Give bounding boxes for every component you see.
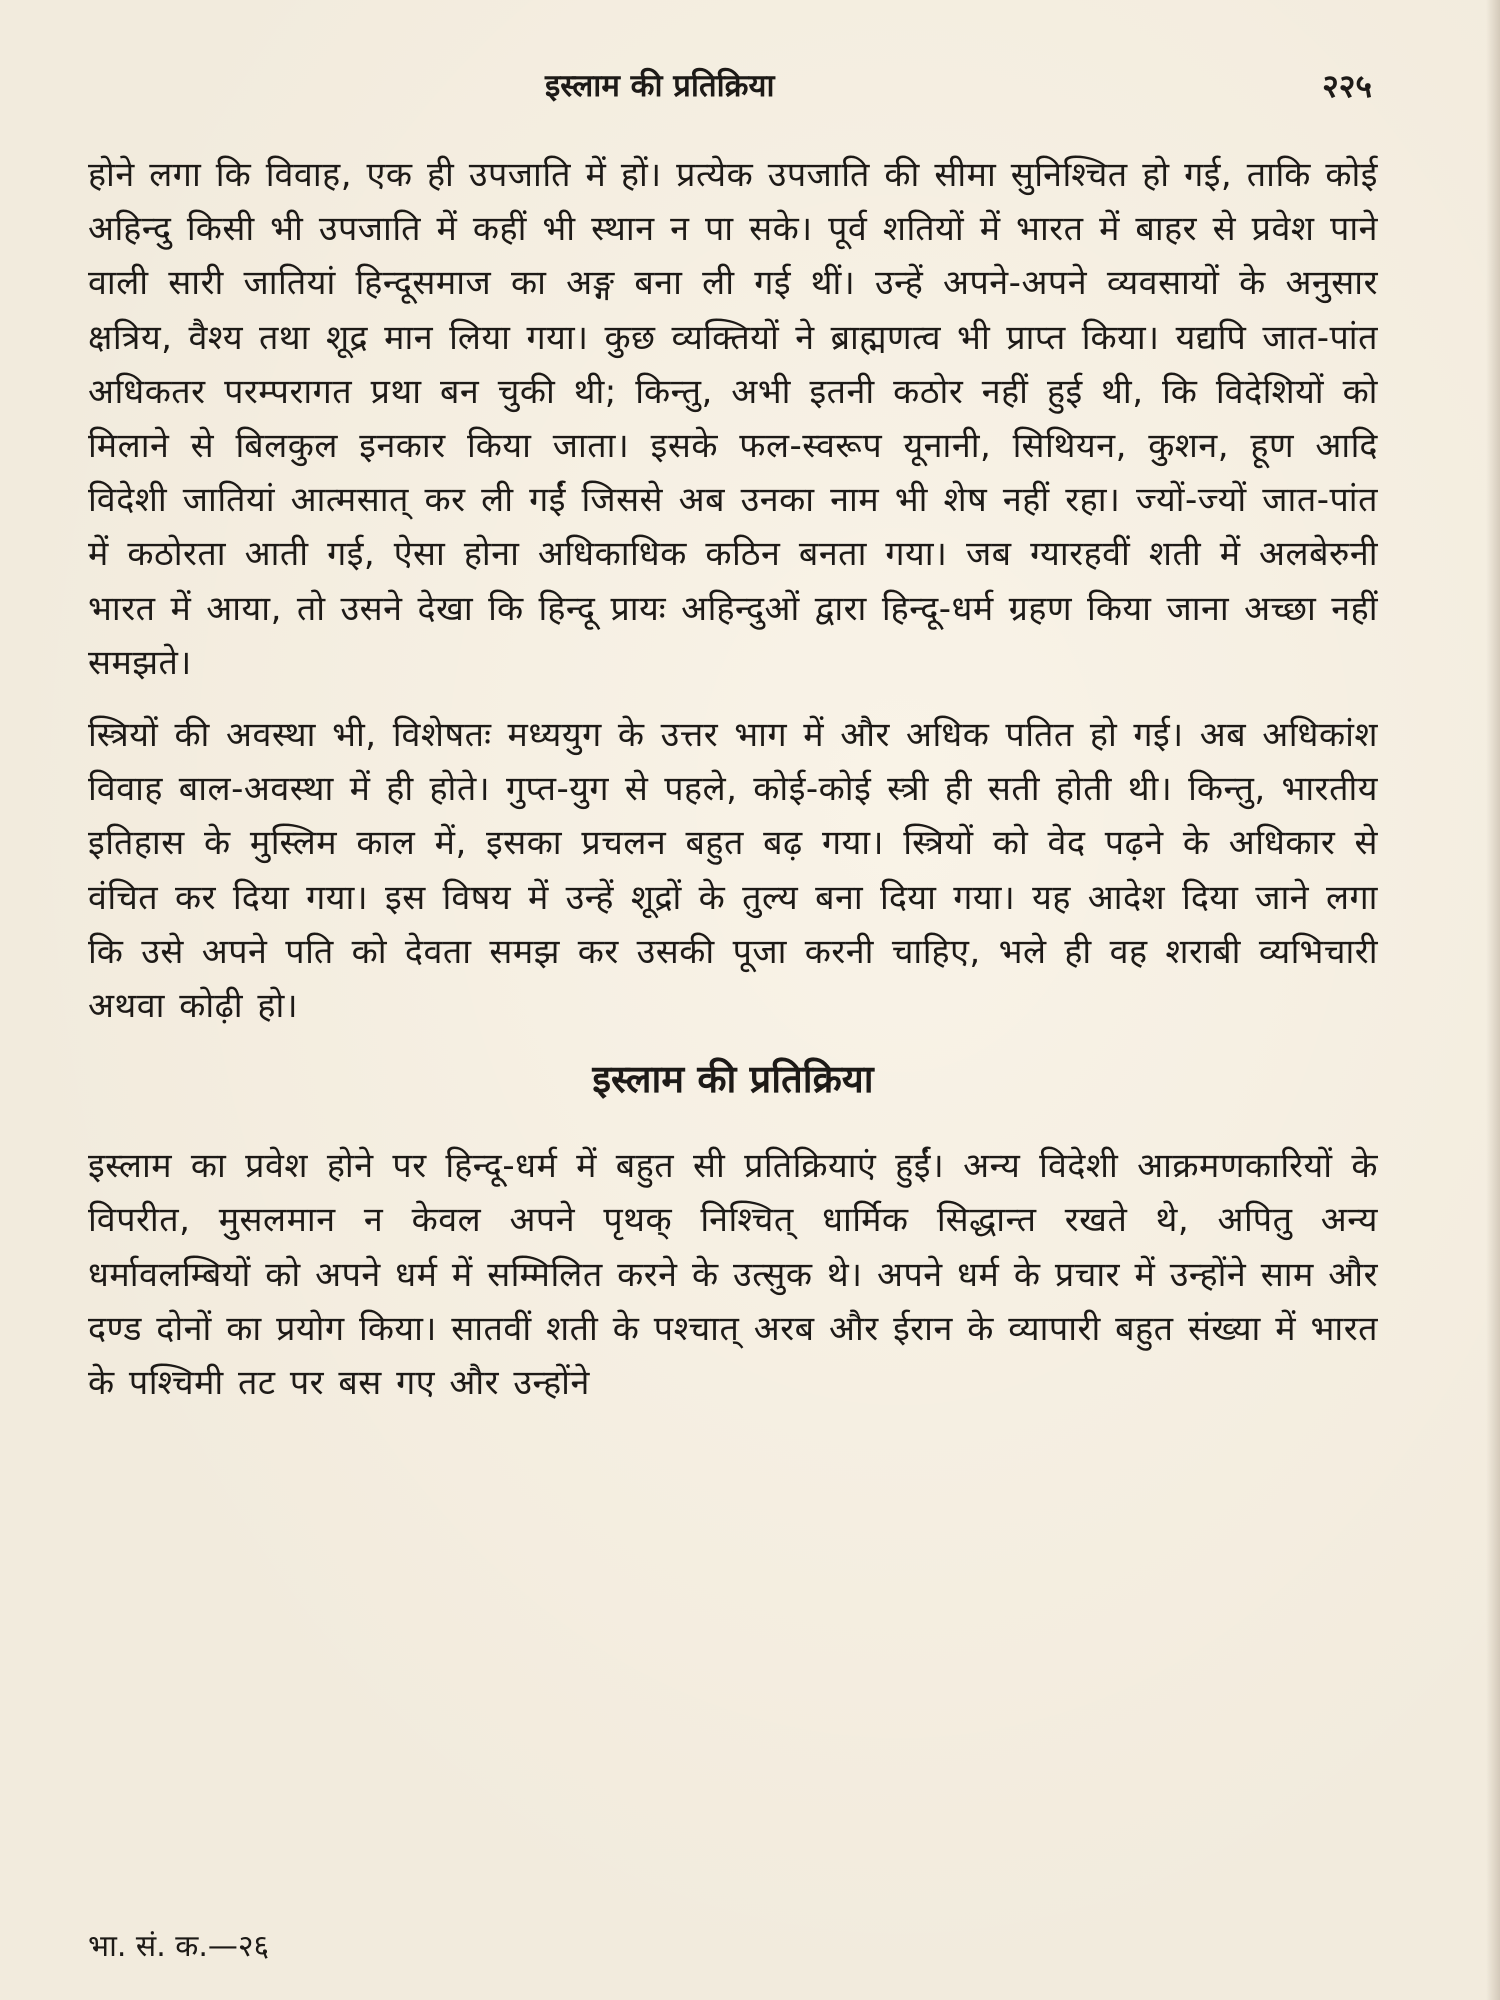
paragraph-women: स्त्रियों की अवस्था भी, विशेषतः मध्ययुग के उत्तर भाग में और अधिक पतित हो गई। अब अधिकांश विवाह बाल-अवस्था में ही होते। गुप्त-युग से पहले, कोई-कोई स्त्री ही सती होती थी। किन्तु, भारतीय इतिहास के मुस्लिम काल में, इसका प्रचलन बहुत बढ़ गया। स्त्रियों को वेद पढ़ने के अधिकार से वंचित कर दिया गया। इस विषय में उन्हें शूद्रों के तुल्य बना दिया गया। यह आदेश दिया जाने लगा कि उसे अपने पति को देवता समझ कर उसकी पूजा करनी चाहिए, भले ही वह शराबी व्यभिचारी अथवा कोढ़ी हो। [88,715,1378,1027]
paragraph-caste: होने लगा कि विवाह, एक ही उपजाति में हों। प्रत्येक उपजाति की सीमा सुनिश्चित हो गई, ताकि कोई अहिन्दु किसी भी उपजाति में कहीं भी स्थान न पा सके। पूर्व शतियों में भारत में बाहर से प्रवेश पाने वाली सारी जातियां हिन्दूसमाज का अङ्ग बना ली गई थीं। उन्हें अपने-अपने व्यवसायों के अनुसार क्षत्रिय, वैश्य तथा शूद्र मान लिया गया। कुछ व्यक्तियों ने ब्राह्मणत्व भी प्राप्त किया। यद्यपि जात-पांत अधिकतर परम्परागत प्रथा बन चुकी थी; किन्तु, अभी इतनी कठोर नहीं हुई थी, कि विदेशियों को मिलाने से बिलकुल इनकार किया जाता। इसके फल-स्वरूप यूनानी, सिथियन, कुशन, हूण आदि विदेशी जातियां आत्मसात् कर ली गईं जिससे अब उनका नाम भी शेष नहीं रहा। ज्यों-ज्यों जात-पांत में कठोरता आती गई, ऐसा होना अधिकाधिक कठिन बनता गया। जब ग्यारहवीं शती में अलबेरुनी भारत में आया, तो उसने देखा कि हिन्दू प्रायः अहिन्दुओं द्वारा हिन्दू-धर्म ग्रहण किया जाना अच्छा नहीं समझते। [88,155,1378,683]
page-edge-shadow [1486,0,1500,2000]
page-number: २२५ [1322,67,1372,105]
running-header [0,64,1500,114]
paragraph-islam: इस्लाम का प्रवेश होने पर हिन्दू-धर्म में बहुत सी प्रतिक्रियाएं हुईं। अन्य विदेशी आक्रमणकारियों के विपरीत, मुसलमान न केवल अपने पृथक् निश्चित् धार्मिक सिद्धान्त रखते थे, अपितु अन्य धर्मावलम्बियों को अपने धर्म में सम्मिलित करने के उत्सुक थे। अपने धर्म के प्रचार में उन्होंने साम और दण्ड दोनों का प्रयोग किया। सातवीं शती के पश्चात् अरब और ईरान के व्यापारी बहुत संख्या में भारत के पश्चिमी तट पर बस गए और उन्होंने [88,1146,1378,1404]
body-text [88,148,1378,1410]
running-title: इस्लाम की प्रतिक्रिया [545,68,775,104]
signature-mark: भा. सं. क.—२६ [88,1929,270,1964]
section-heading: इस्लाम की प्रतिक्रिया [592,1057,874,1102]
